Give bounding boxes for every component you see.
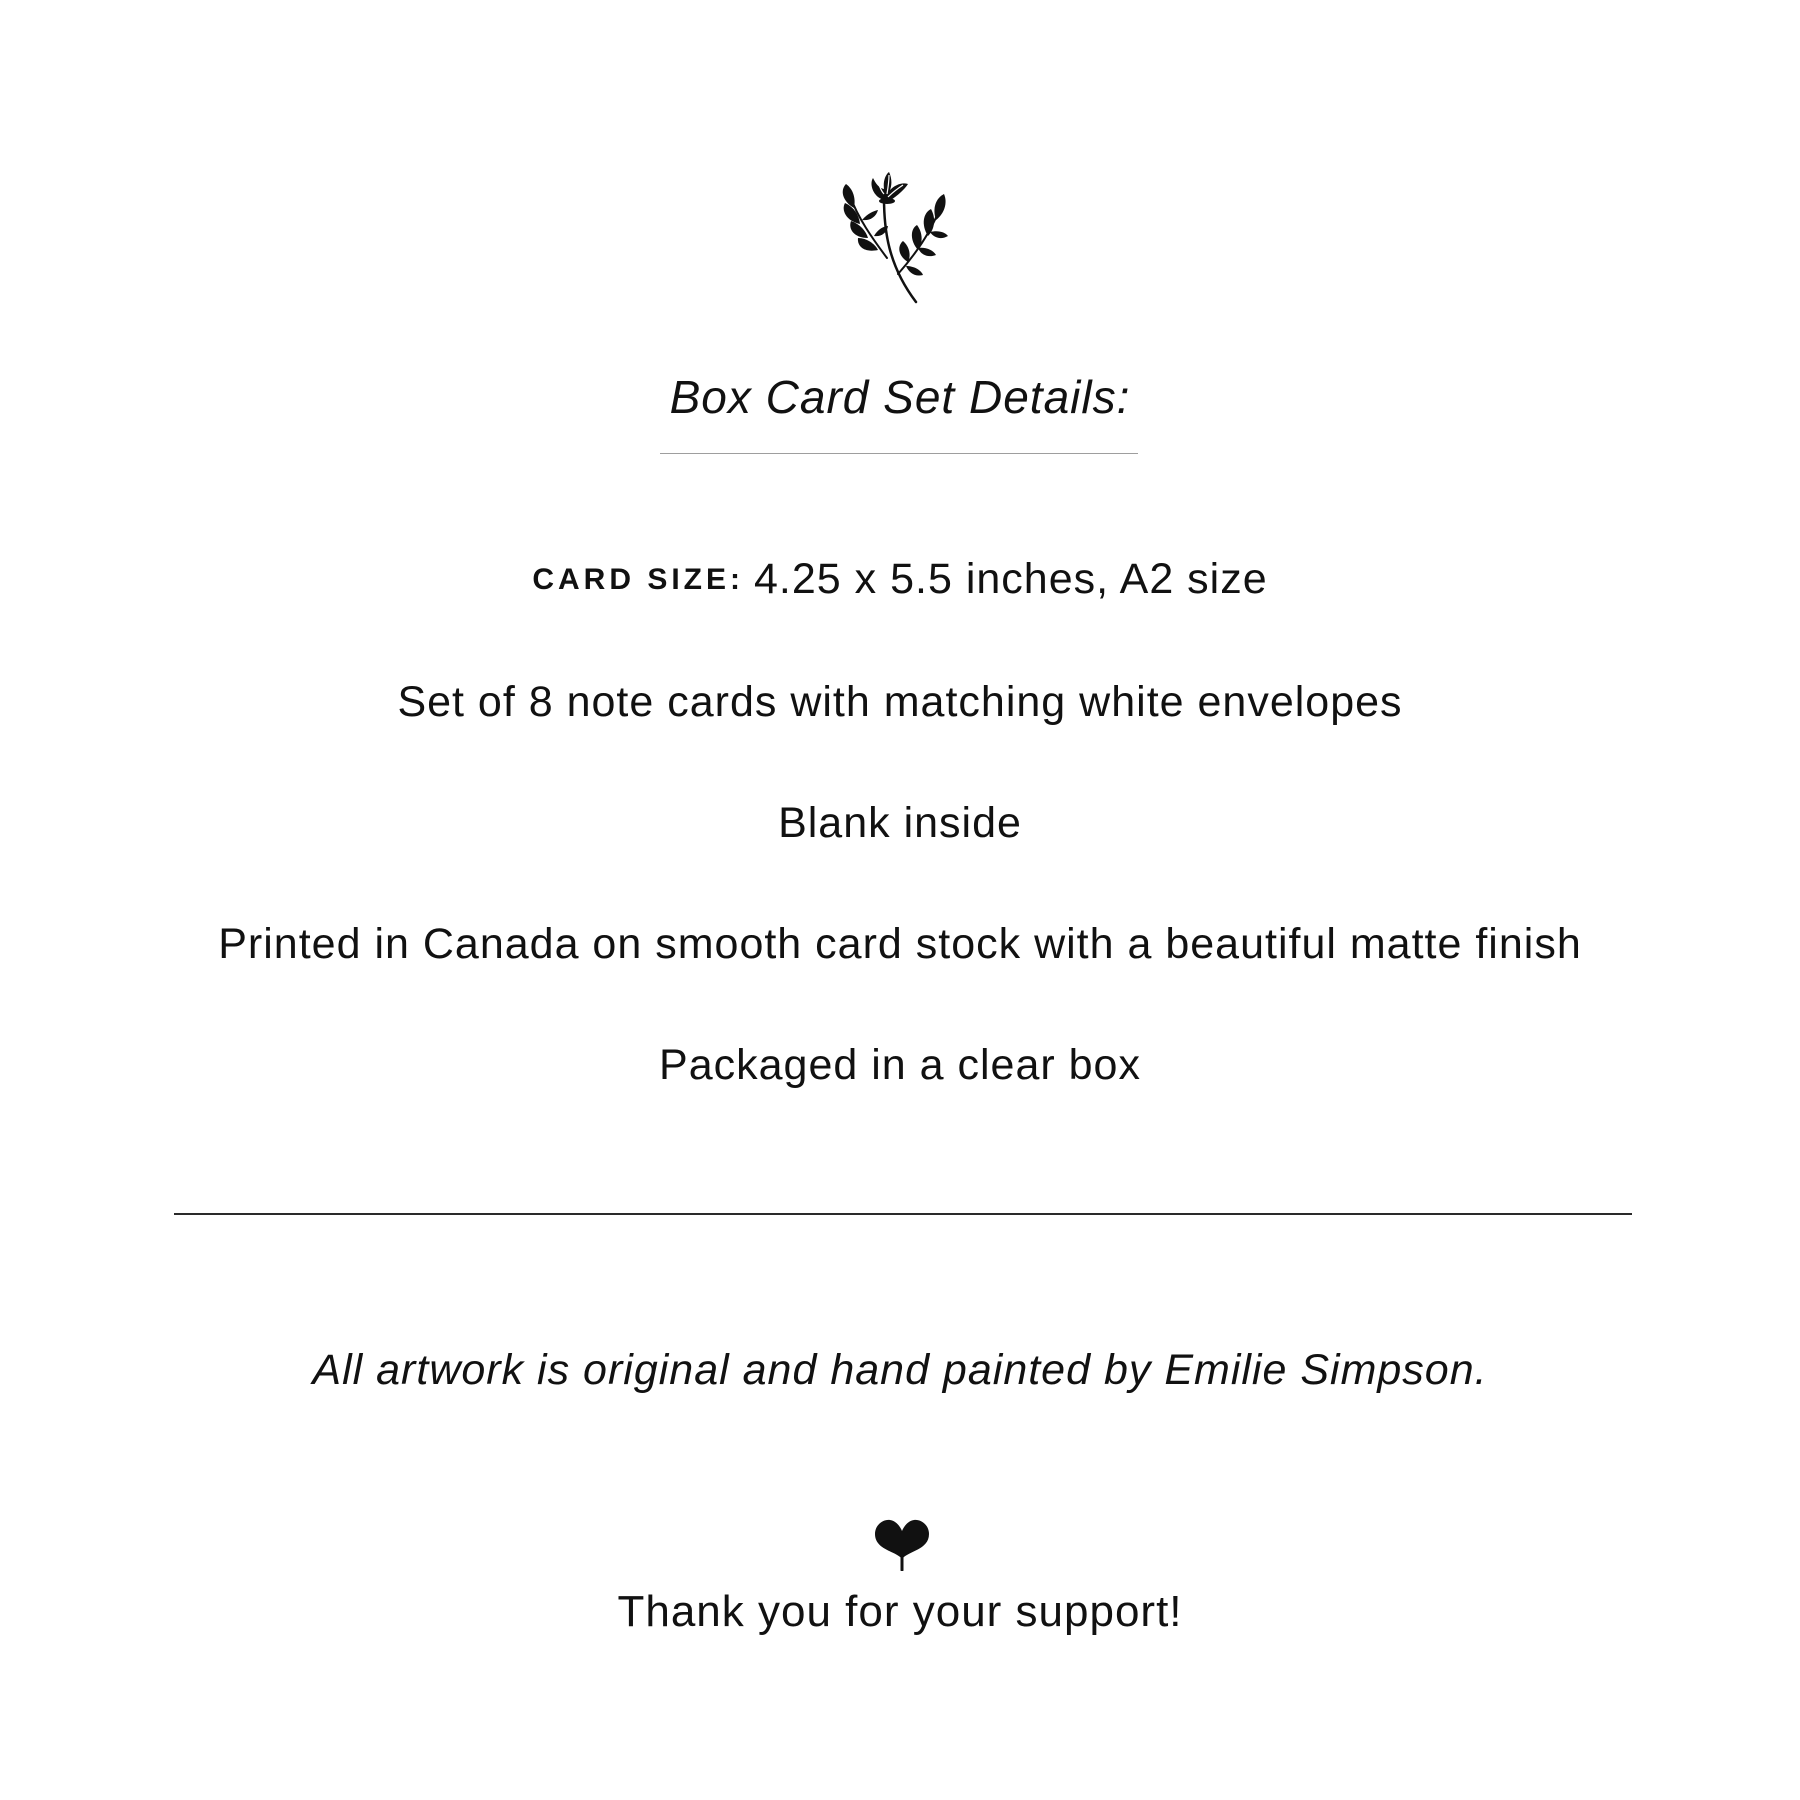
- flower-sprig-icon: [840, 170, 950, 310]
- section-divider: [174, 1213, 1632, 1215]
- section-title: Box Card Set Details:: [669, 371, 1131, 423]
- thank-you-message: Thank you for your support!: [617, 1587, 1183, 1636]
- packaging-description: Packaged in a clear box: [659, 1041, 1141, 1089]
- printing-description: Printed in Canada on smooth card stock with a beautiful matte finish: [218, 920, 1582, 968]
- heart-icon: [873, 1517, 931, 1571]
- title-underline: [660, 453, 1138, 454]
- inside-description: Blank inside: [778, 799, 1022, 847]
- artist-credit: All artwork is original and hand painted by Emilie Simpson.: [312, 1346, 1488, 1394]
- card-size-label: CARD SIZE:: [532, 563, 745, 596]
- card-size-value: 4.25 x 5.5 inches, A2 size: [754, 555, 1268, 603]
- set-description: Set of 8 note cards with matching white envelopes: [397, 678, 1403, 726]
- card-size-line: [0, 555, 1800, 604]
